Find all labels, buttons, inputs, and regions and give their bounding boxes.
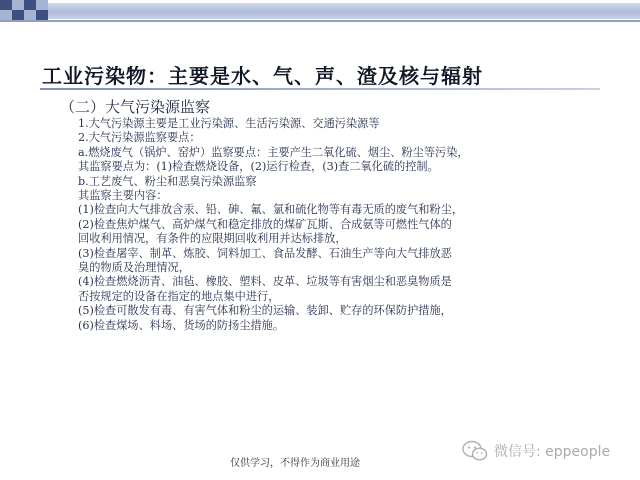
body-line: 臭的物质及治理情况， [78,261,190,275]
slide-body [78,117,598,333]
footer-note: 仅供学习，不得作为商业用途 [230,458,360,469]
body-line: (4)检查燃烧沥青、油毡、橡胶、塑料、皮革、垃圾等有害烟尘和恶臭物质是 [78,275,452,289]
header-checker-decoration [0,0,48,20]
body-line: 2.大气污染源监察要点： [78,131,201,145]
body-line: (2)检查焦炉煤气、高炉煤气和稳定排放的煤矿瓦斯、合成氨等可燃性气体的 [78,217,452,231]
header-band [48,3,640,19]
body-line: 其监察主要内容： [78,189,168,203]
body-line: (1)检查向大气排放含汞、铅、砷、氟、氯和硫化物等有毒无质的废气和粉尘， [78,203,464,217]
section-heading: （二）大气污染源监察 [60,98,211,116]
body-line: (6)检查煤场、料场、货场的防扬尘措施。 [78,318,285,332]
header-rule [0,20,640,22]
title-divider [40,88,600,90]
body-line: 其监察要点为：(1)检查燃烧设备，(2)运行检查，(3)查二氧化硫的控制。 [78,160,439,174]
body-line: (5)检查可散发有毒、有害气体和粉尘的运输、装卸、贮存的环保防护措施， [78,304,452,318]
watermark [462,440,610,462]
body-line: 1.大气污染源主要是工业污染源、生活污染源、交通污染源等 [78,117,380,130]
wechat-icon [462,440,488,462]
watermark-text: 微信号: eppeople [494,444,611,460]
body-line: 回收利用情况，有条件的应限期回收利用并达标排放， [78,232,347,246]
slide-title: 工业污染物：主要是水、气、声、渣及核与辐射 [42,64,483,88]
body-line: (3)检查屠宰、制革、炼胶、饲料加工、食品发酵、石油生产等向大气排放恶 [78,246,452,260]
body-line: 否按规定的设备在指定的地点集中进行， [78,289,280,303]
body-line: a.燃烧废气（锅炉、窑炉）监察要点：主要产生二氧化硫、烟尘、粉尘等污染， [78,145,469,159]
body-line: b.工艺废气、粉尘和恶臭污染源监察 [78,174,257,188]
